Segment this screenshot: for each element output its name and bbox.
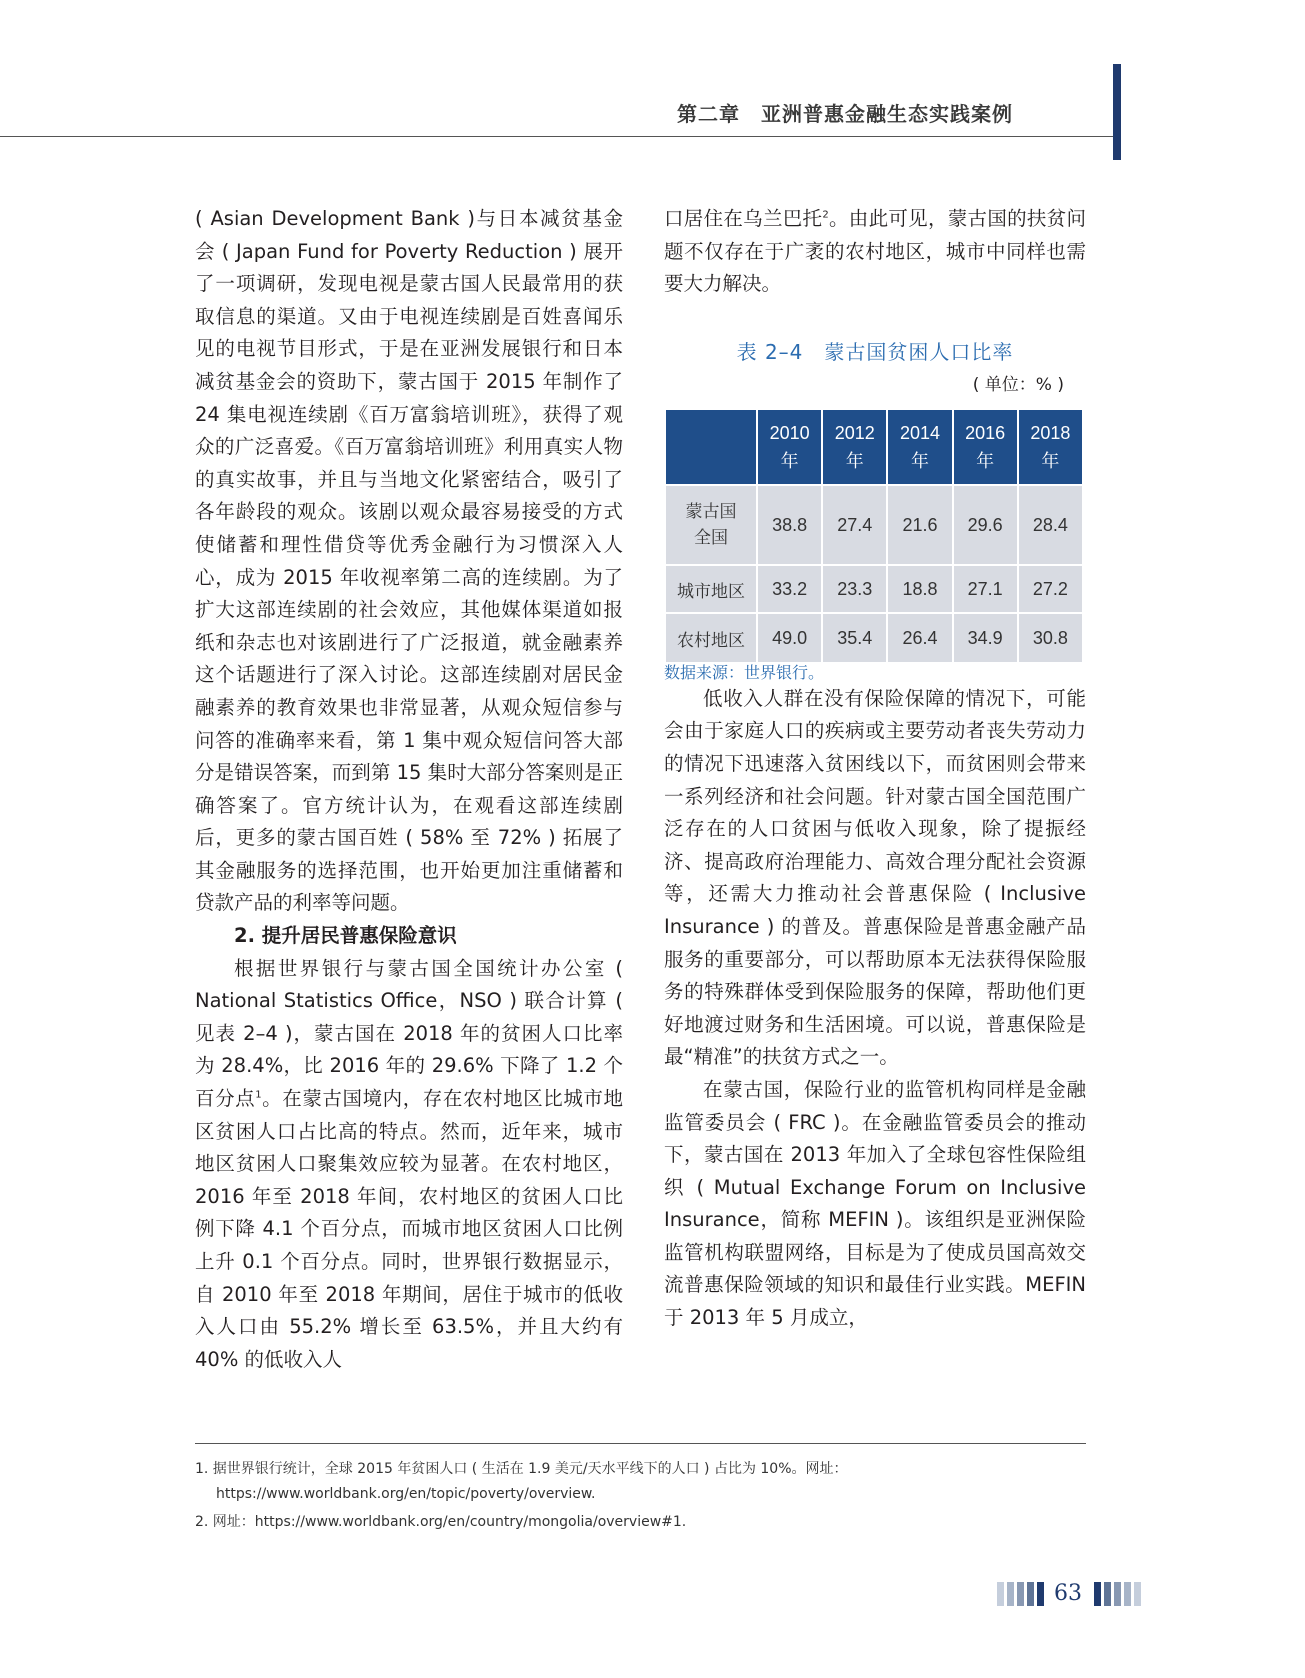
year-header: 2018 年 (1018, 409, 1083, 485)
left-column (195, 203, 623, 1376)
table-row (665, 613, 1083, 663)
table-cell: 34.9 (953, 613, 1018, 663)
table-title: 表 2–4 蒙古国贫困人口比率 (736, 340, 1014, 364)
footnote-ref-1[interactable]: 1 (255, 1089, 262, 1101)
poverty-rate-table (664, 408, 1084, 664)
footnotes (195, 1457, 1086, 1538)
paragraph-text: 根据世界银行与蒙古国全国统计办公室 ( National Statistics Office，NSO ) 联合计算 ( 见表 2–4 )，蒙古国在 2018 年的贫困人口比率为 28.4%，比 2016 年的 29.6% 下降了 1.2 个百分点 (195, 956, 623, 1111)
table-cell: 49.0 (757, 613, 822, 663)
decorative-stripes-left (997, 1582, 1047, 1606)
header-accent-bar (1113, 64, 1121, 160)
footnote-ref-2[interactable]: 2 (822, 209, 829, 221)
table-source: 数据来源：世界银行。 (664, 663, 825, 682)
table-row (665, 565, 1083, 613)
body-paragraph: 在蒙古国，保险行业的监管机构同样是金融监管委员会 ( FRC )。在金融监管委员会的推动下，蒙古国在 2013 年加入了全球包容性保险组织 ( Mutual Exchange Forum on Inclusive Insurance，简称 MEFIN )。该组织是亚洲保险监管机构联盟网络，目标是为了使成员国高效交流普惠保险领域的知识和最佳行业实践。MEFIN 于 2013 年 5 月成立， (664, 1077, 1086, 1330)
table-cell: 29.6 (953, 485, 1018, 565)
table-cell: 23.3 (822, 565, 887, 613)
year-header: 2010 年 (757, 409, 822, 485)
table-cell: 26.4 (887, 613, 952, 663)
row-label: 城市地区 (665, 565, 757, 613)
table-cell: 27.2 (1018, 565, 1083, 613)
section-heading: 2. 提升居民普惠保险意识 (234, 924, 457, 948)
year-header: 2012 年 (822, 409, 887, 485)
table-cell: 30.8 (1018, 613, 1083, 663)
row-label: 蒙古国 全国 (665, 485, 757, 565)
table-unit: ( 单位：% ) (972, 375, 1064, 395)
table-cell: 35.4 (822, 613, 887, 663)
table-header-row (665, 409, 1083, 485)
header-divider (0, 136, 1120, 137)
footnote-2: 2. 网址：https://www.worldbank.org/en/country/mongolia/overview#1. (195, 1514, 687, 1530)
footnote-divider (195, 1443, 1086, 1444)
body-paragraph (195, 953, 623, 1377)
year-header: 2016 年 (953, 409, 1018, 485)
paragraph-text: 。由此可见，蒙古国的扶贫问题不仅存在于广袤的农村地区，城市中同样也需要大力解决。 (664, 207, 1086, 296)
body-paragraph (664, 203, 1086, 301)
body-paragraph: ( Asian Development Bank )与日本减贫基金会 ( Japan Fund for Poverty Reduction ) 展开了一项调研，发现电视是蒙古国人民最常用的获取信息的渠道。又由于电视连续剧是百姓喜闻乐见的电视节目形式，于是在亚洲发展银行和日本减贫基金会的资助下，蒙古国于 2015 年制作了 24 集电视连续剧《百万富翁培训班》，获得了观众的广泛喜爱。《百万富翁培训班》利用真实人物的真实故事，并且与当地文化紧密结合，吸引了各年龄段的观众。该剧以观众最容易接受的方式使储蓄和理性借贷等优秀金融行为习惯深入人心，成为 2015 年收视率第二高的连续剧。为了扩大这部连续剧的社会效应，其他媒体渠道如报纸和杂志也对该剧进行了广泛报道，就金融素养这个话题进行了深入讨论。这部连续剧对居民金融素养的教育效果也非常显著，从观众短信参与问答的准确率来看，第 1 集中观众短信问答大部分是错误答案，而到第 15 集时大部分答案则是正确答案了。官方统计认为，在观看这部连续剧后，更多的蒙古国百姓 ( 58% 至 72% ) 拓展了其金融服务的选择范围，也开始更加注重储蓄和贷款产品的利率等问题。 (195, 207, 623, 915)
table-cell: 38.8 (757, 485, 822, 565)
table-cell: 27.4 (822, 485, 887, 565)
table-cell: 33.2 (757, 565, 822, 613)
year-header: 2014 年 (887, 409, 952, 485)
table-row (665, 485, 1083, 565)
chapter-title: 第二章 亚洲普惠金融生态实践案例 (677, 102, 1013, 126)
page-number-block (997, 1582, 1141, 1606)
paragraph-text: 口居住在乌兰巴托 (664, 207, 823, 230)
table-corner-cell (665, 409, 757, 485)
decorative-stripes-right (1091, 1582, 1141, 1606)
table-cell: 21.6 (887, 485, 952, 565)
paragraph-text: 。在蒙古国境内，存在农村地区比城市地区贫困人口占比高的特点。然而，近年来，城市地区贫困人口聚集效应较为显著。在农村地区，2016 年至 2018 年间，农村地区的贫困人口比例下降 4.1 个百分点，而城市地区贫困人口比例上升 0.1 个百分点。同时，世界银行数据显示，自 2010 年至 2018 年期间，居住于城市的低收入人口由 55.2% 增长至 63.5%，并且大约有 40% 的低收入人 (195, 1087, 623, 1371)
table-cell: 28.4 (1018, 485, 1083, 565)
page-number: 63 (1054, 1581, 1082, 1606)
table-cell: 27.1 (953, 565, 1018, 613)
row-label: 农村地区 (665, 613, 757, 663)
body-paragraph: 低收入人群在没有保险保障的情况下，可能会由于家庭人口的疾病或主要劳动者丧失劳动力的情况下迅速落入贫困线以下，而贫困则会带来一系列经济和社会问题。针对蒙古国全国范围广泛存在的人口贫困与低收入现象，除了提振经济、提高政府治理能力、高效合理分配社会资源等，还需大力推动社会普惠保险 ( Inclusive Insurance ) 的普及。普惠保险是普惠金融产品服务的重要部分，可以帮助原本无法获得保险服务的特殊群体受到保险服务的保障，帮助他们更好地渡过财务和生活困境。可以说，普惠保险是最“精准”的扶贫方式之一。 (664, 686, 1086, 1069)
table-cell: 18.8 (887, 565, 952, 613)
footnote-1: 1. 据世界银行统计，全球 2015 年贫困人口 ( 生活在 1.9 美元/天水平线下的人口 ) 占比为 10%。网址：https://www.worldbank.org/en/topic/poverty/overview. (195, 1461, 848, 1502)
